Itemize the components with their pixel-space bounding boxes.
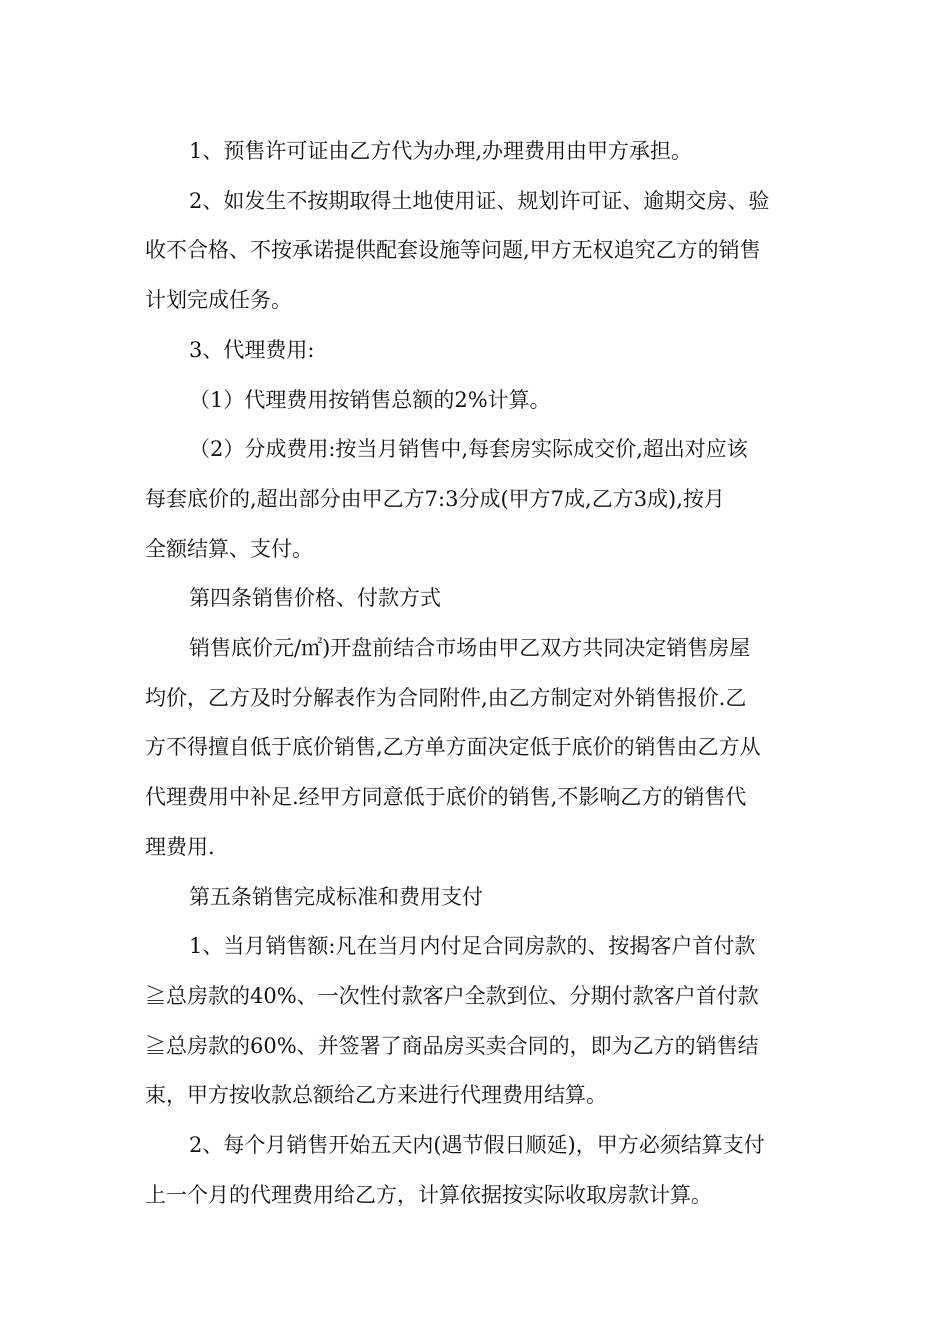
text-line-11: 销售底价元/㎡)开盘前结合市场由甲乙双方共同决定销售房屋 <box>189 636 751 661</box>
text-line-19: ≧总房款的60%、并签署了商品房买卖合同的，即为乙方的销售结 <box>145 1033 759 1058</box>
text-line-2: 2、如发生不按期取得土地使用证、规划许可证、逾期交房、验 <box>189 188 770 213</box>
text-line-5: 3、代理费用: <box>189 337 315 362</box>
text-line-21: 2、每个月销售开始五天内(遇节假日顺延)，甲方必须结算支付 <box>189 1133 765 1158</box>
text-line-3: 收不合格、不按承诺提供配套设施等问题,甲方无权追究乙方的销售 <box>145 238 761 263</box>
text-line-15: 理费用. <box>145 834 215 859</box>
text-line-17: 1、当月销售额:凡在当月内付足合同房款的、按揭客户首付款 <box>189 934 756 959</box>
text-line-4: 计划完成任务。 <box>145 288 292 313</box>
text-line-8: 每套底价的,超出部分由甲乙方7:3分成(甲方7成,乙方3成),按月 <box>145 486 725 511</box>
document-body <box>145 127 815 1220</box>
text-line-20: 束，甲方按收款总额给乙方来进行代理费用结算。 <box>145 1083 607 1108</box>
text-line-6: （1）代理费用按销售总额的2%计算。 <box>189 387 551 412</box>
text-line-22: 上一个月的代理费用给乙方，计算依据按实际收取房款计算。 <box>145 1182 712 1207</box>
text-line-13: 方不得擅自低于底价销售,乙方单方面决定低于底价的销售由乙方从 <box>145 735 761 760</box>
section-heading-4: 第四条销售价格、付款方式 <box>189 586 441 611</box>
text-line-14: 代理费用中补足.经甲方同意低于底价的销售,不影响乙方的销售代 <box>145 785 747 810</box>
text-line-9: 全额结算、支付。 <box>145 536 313 561</box>
section-heading-5: 第五条销售完成标准和费用支付 <box>189 884 483 909</box>
text-line-7: （2）分成费用:按当月销售中,每套房实际成交价,超出对应该 <box>189 437 748 462</box>
text-line-1: 1、预售许可证由乙方代为办理,办理费用由甲方承担。 <box>189 139 693 163</box>
text-line-12: 均价，乙方及时分解表作为合同附件,由乙方制定对外销售报价.乙 <box>145 685 747 710</box>
text-line-18: ≧总房款的40%、一次性付款客户全款到位、分期付款客户首付款 <box>145 983 759 1008</box>
